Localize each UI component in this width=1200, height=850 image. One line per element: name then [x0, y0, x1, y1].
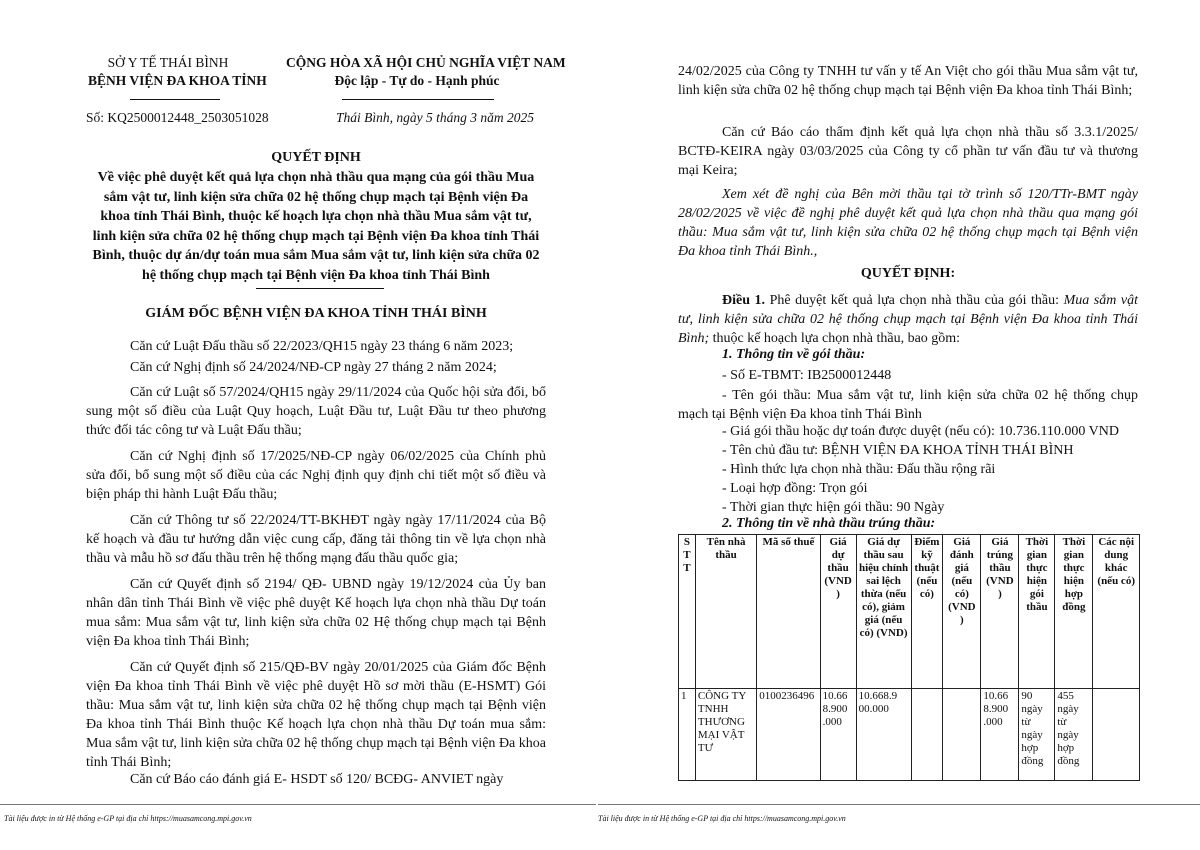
column-header: Các nội dung khác (nếu có) [1093, 535, 1140, 689]
cell-tax-code: 0100236496 [757, 689, 820, 781]
issuer-hospital: BỆNH VIỆN ĐA KHOA TỈNH [88, 73, 267, 88]
article-1 [678, 291, 1138, 348]
subject-line: Về việc phê duyệt kết quả lựa chọn nhà thầu qua mạng của gói thầu Mua [97, 170, 535, 185]
section-2-title: 2. Thông tin về nhà thầu trúng thầu: [722, 516, 936, 531]
column-header: Giá dự thầu (VND ) [820, 535, 856, 689]
selection-method: - Hình thức lựa chọn nhà thầu: Đấu thầu rộng rãi [722, 462, 996, 477]
cell-package-duration: 90 ngày từ ngày hợp đồng [1019, 689, 1055, 781]
basis-paragraph: Căn cứ Luật Đấu thầu số 22/2023/QH15 ngày 23 tháng 6 năm 2023; [130, 339, 514, 354]
column-header: Thời gian thực hiện gói thầu [1019, 535, 1055, 689]
contract-type: - Loại hợp đồng: Trọn gói [722, 481, 868, 496]
section-1-title: 1. Thông tin về gói thầu: [722, 347, 866, 362]
basis-paragraph: Căn cứ Luật số 57/2024/QH15 ngày 29/11/2024 của Quốc hội sửa đổi, bổ sung một số điều của Luật Quy hoạch, Luật Đầu tư, Luật Đầu tư theo phương thức đối tác công tư và Luật Đấu thầu; [86, 385, 546, 438]
column-header: Giá đánh giá (nếu có) (VND ) [943, 535, 981, 689]
page-footer: Tài liệu được in từ Hệ thống e-GP tại địa chỉ https://muasamcong.mpi.gov.vn [4, 814, 252, 823]
national-title: CỘNG HÒA XÃ HỘI CHỦ NGHĨA VIỆT NAM [286, 55, 566, 70]
package-price: - Giá gói thầu hoặc dự toán được duyệt (nếu có): 10.736.110.000 VND [722, 424, 1119, 439]
consideration-paragraph: Xem xét đề nghị của Bên mời thầu tại tờ trình số 120/TTr-BMT ngày 28/02/2025 về việc đề nghị phê duyệt kết quả lựa chọn nhà thầu qua mạng gói thầu: Mua sắm vật tư, linh kiện sửa chữa 02 hệ thống chụp mạch tại Bệnh viện Đa khoa tỉnh Thái Bình., [678, 187, 1138, 259]
column-header: Giá dự thầu sau hiệu chỉnh sai lệch thừa (nếu có), giảm giá (nếu có) (VND) [856, 535, 911, 689]
basis-paragraph: Căn cứ Quyết định số 2194/ QĐ- UBND ngày 19/12/2024 của Ủy ban nhân dân tỉnh Thái Bình về việc phê duyệt Kế hoạch lựa chọn nhà thầu Dự toán mua sắm: Mua sắm vật tư, linh kiện sửa chữa 02 Hệ thống chụp mạch tại Bệnh viện Đa khoa tỉnh Thái Bình; [86, 577, 546, 649]
cell-adjusted-price: 10.668.9 00.000 [856, 689, 911, 781]
column-header: Giá trúng thầu (VND ) [981, 535, 1019, 689]
package-number: - Số E-TBMT: IB2500012448 [722, 368, 892, 383]
national-motto: Độc lập - Tự do - Hạnh phúc [334, 73, 500, 88]
motto-underline [342, 99, 494, 100]
cell-technical-score [911, 689, 943, 781]
authority-title: GIÁM ĐỐC BỆNH VIỆN ĐA KHOA TỈNH THÁI BÌNH [145, 306, 487, 321]
decision-title: QUYẾT ĐỊNH [271, 150, 361, 165]
basis-paragraph: Căn cứ Báo cáo đánh giá E- HSDT số 120/ BCĐG- ANVIET ngày [130, 772, 504, 787]
subject-underline [256, 288, 384, 289]
doc-number: Số: KQ2500012448_2503051028 [86, 110, 269, 125]
cell-winning-price: 10.66 8.900 .000 [981, 689, 1019, 781]
cell-bid-price: 10.66 8.900 .000 [820, 689, 856, 781]
continuation-paragraph: 24/02/2025 của Công ty TNHH tư vấn y tế An Việt cho gói thầu Mua sắm vật tư, linh kiện sửa chữa 02 hệ thống chụp mạch tại Bệnh viện Đa khoa tỉnh Thái Bình; [678, 64, 1138, 98]
cell-contract-duration: 455 ngày từ ngày hợp đồng [1055, 689, 1093, 781]
right-page [598, 0, 1200, 850]
subject-line: khoa tỉnh Thái Bình, thuộc kế hoạch lựa chọn nhà thầu Mua sắm vật tư, [100, 209, 532, 224]
cell-bidder-name: CÔNG TY TNHH THƯƠNG MẠI VẬT TƯ [695, 689, 756, 781]
investor-name: - Tên chủ đầu tư: BỆNH VIỆN ĐA KHOA TỈNH THÁI BÌNH [722, 443, 1074, 458]
left-page [0, 0, 596, 850]
basis-appraisal-paragraph: Căn cứ Báo cáo thẩm định kết quả lựa chọn nhà thầu số 3.3.1/2025/ BCTĐ-KEIRA ngày 03/03/2025 của Công ty cổ phần tư vấn đầu tư và thương mại Keira; [678, 125, 1138, 178]
basis-paragraph: Căn cứ Nghị định số 17/2025/NĐ-CP ngày 06/02/2025 của Chính phủ sửa đổi, bổ sung một số điều của các Nghị định quy định chi tiết một số điều và biện pháp thi hành Luật Đấu thầu; [86, 449, 546, 502]
subject-line: sắm vật tư, linh kiện sửa chữa 02 hệ thống chụp mạch tại Bệnh viện Đa [103, 189, 529, 205]
basis-paragraph: Căn cứ Nghị định số 24/2024/NĐ-CP ngày 27 tháng 2 năm 2024; [130, 360, 497, 375]
cell-evaluated-price [943, 689, 981, 781]
basis-paragraph: Căn cứ Thông tư số 22/2024/TT-BKHĐT ngày ngày 17/11/2024 của Bộ kế hoạch và đầu tư hướng dẫn việc cung cấp, đăng tải thông tin về lựa chọn nhà thầu và mẫu hồ sơ đấu thầu trên hệ thống mạng đấu thầu quốc gia; [86, 513, 546, 566]
table-header-row [679, 535, 1140, 689]
basis-paragraph: Căn cứ Quyết định số 215/QĐ-BV ngày 20/01/2025 của Giám đốc Bệnh viện Đa khoa tỉnh Thái Bình về việc phê duyệt Hồ sơ mời thầu (E-HSMT) Gói thầu: Mua sắm vật tư, linh kiện sửa chữa 02 hệ thống chụp mạch tại Bệnh viện Đa khoa tỉnh Thái Bình thuộc Kế hoạch lựa chọn nhà thầu Dự toán mua sắm: Mua sắm vật tư, linh kiện sửa chữa 02 hệ thống chụp mạch tại Bệnh viện Đa khoa tỉnh Thái Bình; [86, 660, 546, 770]
table-row [679, 689, 1140, 781]
issuer-department: SỞ Y TẾ THÁI BÌNH [107, 55, 229, 70]
doc-date: Thái Bình, ngày 5 tháng 3 năm 2025 [336, 110, 534, 125]
article-1-package: Mua sắm vật tư, linh kiện sửa chữa 02 hệ thống chụp mạch tại Bệnh viện Đa khoa tỉnh Thái Bình; [678, 293, 1138, 346]
package-duration: - Thời gian thực hiện gói thầu: 90 Ngày [722, 500, 945, 515]
subject-line: linh kiện sửa chữa 02 hệ thống chụp mạch tại Bệnh viện Đa khoa tỉnh Thái [92, 228, 540, 244]
column-header: Điểm kỹ thuật (nếu có) [911, 535, 943, 689]
footer-rule [598, 804, 1200, 805]
footer-rule [0, 804, 596, 805]
winning-bidder-table [678, 534, 1140, 781]
article-1-label: Điều 1. [722, 293, 766, 308]
issuer-underline [130, 99, 220, 100]
decision-subject [86, 168, 546, 285]
subject-line: Bình, thuộc dự án/dự toán mua sắm Mua sắm vật tư, linh kiện sửa chữa 02 [92, 248, 540, 263]
column-header: Mã số thuế [757, 535, 820, 689]
cell-index: 1 [679, 689, 696, 781]
column-header: Thời gian thực hiện hợp đồng [1055, 535, 1093, 689]
page-footer: Tài liệu được in từ Hệ thống e-GP tại địa chỉ https://muasamcong.mpi.gov.vn [598, 814, 846, 823]
package-name: - Tên gói thầu: Mua sắm vật tư, linh kiện sửa chữa 02 hệ thống chụp mạch tại Bệnh viện Đa khoa tỉnh Thái Bình [678, 388, 1138, 422]
article-1-tail: thuộc kế hoạch lựa chọn nhà thầu, bao gồm: [712, 331, 961, 346]
column-header: Tên nhà thầu [695, 535, 756, 689]
subject-line: hệ thống chụp mạch tại Bệnh viện Đa khoa tỉnh Thái Bình [142, 267, 490, 283]
decision-heading: QUYẾT ĐỊNH: [860, 266, 956, 281]
article-1-text: Phê duyệt kết quả lựa chọn nhà thầu của gói thầu: [769, 293, 1060, 308]
column-header: S T T [679, 535, 696, 689]
cell-other-content [1093, 689, 1140, 781]
